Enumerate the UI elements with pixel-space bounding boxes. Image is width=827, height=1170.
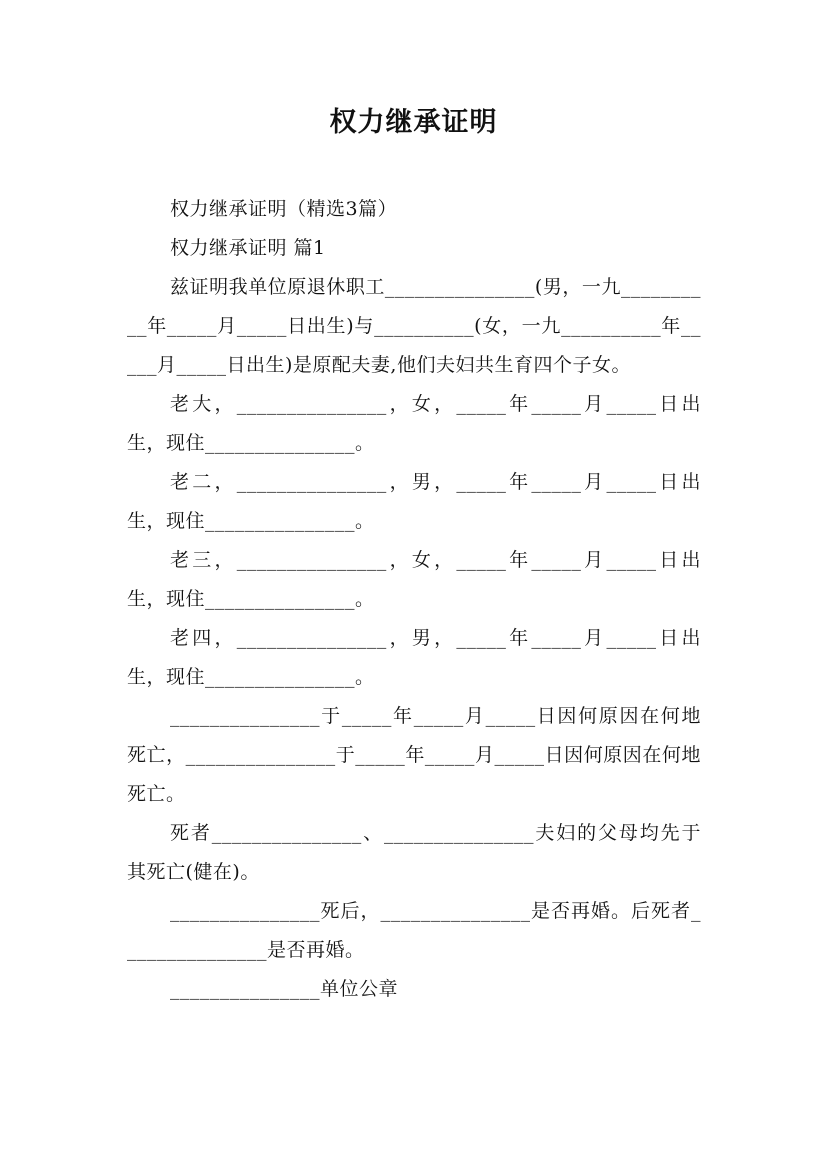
intro-paragraph: 兹证明我单位原退休职工_______________(男，一九__________年_____月_____日出生)与__________(女，一九__________年_____月_____日出生)是原配夫妻,他们夫妇共生育四个子女。 [127, 276, 701, 376]
document-title: 权力继承证明 [329, 107, 498, 138]
child-3-paragraph: 老三，_______________，女，_____年_____月_____日出生，现住_______________。 [127, 549, 701, 610]
child-1-paragraph: 老大，_______________，女，_____年_____月_____日出生，现住_______________。 [127, 393, 701, 454]
remarriage-paragraph: _______________死后，_______________是否再婚。后死者_______________是否再婚。 [127, 900, 701, 961]
child-2-paragraph: 老二，_______________，男，_____年_____月_____日出生，现住_______________。 [127, 471, 701, 532]
child-4-paragraph: 老四，_______________，男，_____年_____月_____日出生，现住_______________。 [127, 627, 701, 688]
seal-line: _______________单位公章 [170, 978, 399, 1000]
death-paragraph: _______________于_____年_____月_____日因何原因在何地死亡，_______________于_____年_____月_____日因何原因在何地死亡。 [127, 705, 701, 805]
parents-paragraph: 死者_______________、_______________夫妇的父母均先于其死亡(健在)。 [127, 822, 701, 883]
subtitle-line: 权力继承证明（精选3篇） [170, 198, 398, 220]
document-body [127, 190, 701, 1009]
section-heading: 权力继承证明 篇1 [170, 237, 326, 259]
